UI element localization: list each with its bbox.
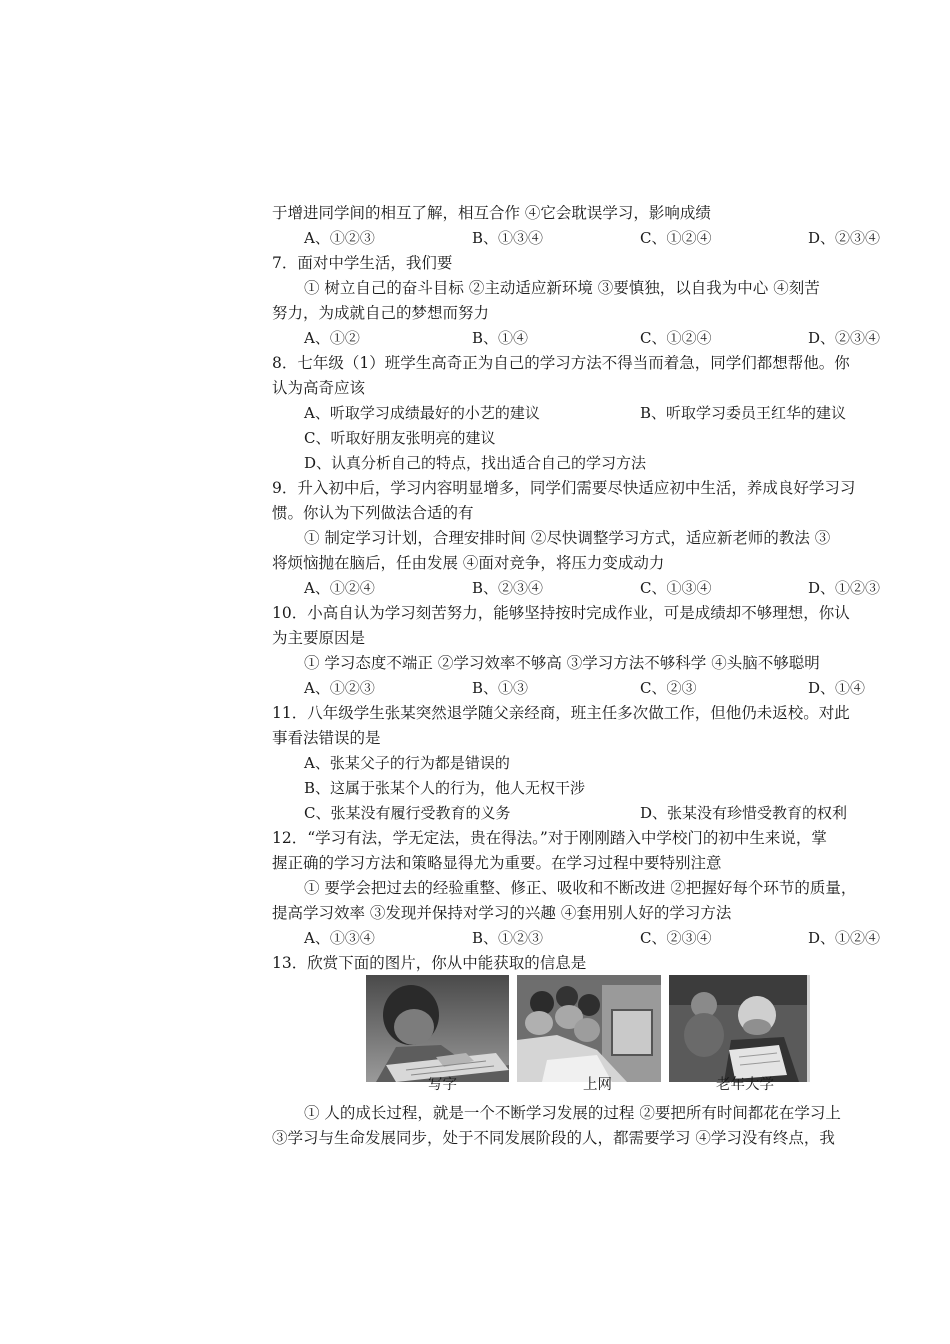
children-computer-image xyxy=(517,975,661,1082)
q6-option-c: C、①②④ xyxy=(640,229,712,247)
q10-stem-line1: 10．小高自认为学习刻苦努力，能够坚持按时完成作业，可是成绩却不够理想，你认 xyxy=(272,604,850,622)
q8-stem-line1: 8．七年级（1）班学生高奇正为自己的学习方法不得当而着急，同学们都想帮他。你 xyxy=(272,354,850,372)
q7-option-b: B、①④ xyxy=(472,329,529,347)
caption-senior-university: 老年大学 xyxy=(716,1077,774,1093)
q8-option-d: D、认真分析自己的特点，找出适合自己的学习方法 xyxy=(304,454,647,472)
q10-option-a: A、①②③ xyxy=(304,679,375,697)
q7-stem: 7．面对中学生活，我们要 xyxy=(272,254,453,272)
q7-statements-line2: 努力，为成就自己的梦想而努力 xyxy=(272,304,490,322)
q10-statements: ① 学习态度不端正 ②学习效率不够高 ③学习方法不够科学 ④头脑不够聪明 xyxy=(304,654,820,672)
q6-option-b: B、①③④ xyxy=(472,229,544,247)
caption-writing: 写字 xyxy=(428,1077,457,1093)
q10-stem-line2: 为主要原因是 xyxy=(272,629,366,647)
q13-stem: 13．欣赏下面的图片，你从中能获取的信息是 xyxy=(272,954,587,972)
photo-border xyxy=(807,975,810,1082)
photo-online xyxy=(517,975,661,1082)
q7-option-a: A、①② xyxy=(304,329,360,347)
q13-statements-line1: ① 人的成长过程，就是一个不断学习发展的过程 ②要把所有时间都花在学习上 xyxy=(304,1104,841,1122)
q11-option-a: A、张某父子的行为都是错误的 xyxy=(304,754,510,772)
q10-option-c: C、②③ xyxy=(640,679,697,697)
q9-option-c: C、①③④ xyxy=(640,579,712,597)
q12-option-b: B、①②③ xyxy=(472,929,544,947)
q6-option-a: A、①②③ xyxy=(304,229,375,247)
q8-option-c: C、听取好朋友张明亮的建议 xyxy=(304,429,496,447)
q12-statements-line2: 提高学习效率 ③发现并保持对学习的兴趣 ④套用别人好的学习方法 xyxy=(272,904,732,922)
q11-option-b: B、这属于张某个人的行为，他人无权干涉 xyxy=(304,779,586,797)
q12-option-c: C、②③④ xyxy=(640,929,712,947)
q7-option-c: C、①②④ xyxy=(640,329,712,347)
q9-option-b: B、②③④ xyxy=(472,579,544,597)
q12-statements-line1: ① 要学会把过去的经验重整、修正、吸收和不断改进 ②把握好每个环节的质量， xyxy=(304,879,857,897)
q8-stem-line2: 认为高奇应该 xyxy=(272,379,366,397)
q9-stem-line2: 惯。你认为下列做法合适的有 xyxy=(272,504,474,522)
q10-option-b: B、①③ xyxy=(472,679,529,697)
photo-writing xyxy=(366,975,509,1082)
q9-option-a: A、①②④ xyxy=(304,579,375,597)
caption-online: 上网 xyxy=(583,1077,612,1093)
child-writing-image xyxy=(366,975,509,1082)
q9-statements-line2: 将烦恼抛在脑后，任由发展 ④面对竞争，将压力变成动力 xyxy=(272,554,665,572)
q6-option-d: D、②③④ xyxy=(808,229,881,247)
q8-option-b: B、听取学习委员王红华的建议 xyxy=(640,404,847,422)
q12-option-a: A、①③④ xyxy=(304,929,375,947)
q12-stem-line2: 握正确的学习方法和策略显得尤为重要。在学习过程中要特别注意 xyxy=(272,854,722,872)
q11-option-d: D、张某没有珍惜受教育的权利 xyxy=(640,804,848,822)
q9-stem-line1: 9．升入初中后，学习内容明显增多，同学们需要尽快适应初中生活，养成良好学习习 xyxy=(272,479,856,497)
q7-option-d: D、②③④ xyxy=(808,329,881,347)
q10-option-d: D、①④ xyxy=(808,679,866,697)
q7-statements-line1: ① 树立自己的奋斗目标 ②主动适应新环境 ③要慎独，以自我为中心 ④刻苦 xyxy=(304,279,820,297)
q13-statements-line2: ③学习与生命发展同步，处于不同发展阶段的人，都需要学习 ④学习没有终点，我 xyxy=(272,1129,835,1147)
q12-option-d: D、①②④ xyxy=(808,929,881,947)
q9-option-d: D、①②③ xyxy=(808,579,881,597)
q12-stem-line1: 12．“学习有法，学无定法，贵在得法。”对于刚刚踏入中学校门的初中生来说，掌 xyxy=(272,829,827,847)
q9-statements-line1: ① 制定学习计划，合理安排时间 ②尽快调整学习方式，适应新老师的教法 ③ xyxy=(304,529,831,547)
q6-continuation: 于增进同学间的相互了解，相互合作 ④它会耽误学习，影响成绩 xyxy=(272,204,711,222)
photo-senior-university xyxy=(669,975,807,1082)
q11-stem-line2: 事看法错误的是 xyxy=(272,729,381,747)
q11-stem-line1: 11．八年级学生张某突然退学随父亲经商，班主任多次做工作，但他仍未返校。对此 xyxy=(272,704,850,722)
q11-option-c: C、张某没有履行受教育的义务 xyxy=(304,804,511,822)
elderly-students-image xyxy=(669,975,807,1082)
q8-option-a: A、听取学习成绩最好的小艺的建议 xyxy=(304,404,540,422)
